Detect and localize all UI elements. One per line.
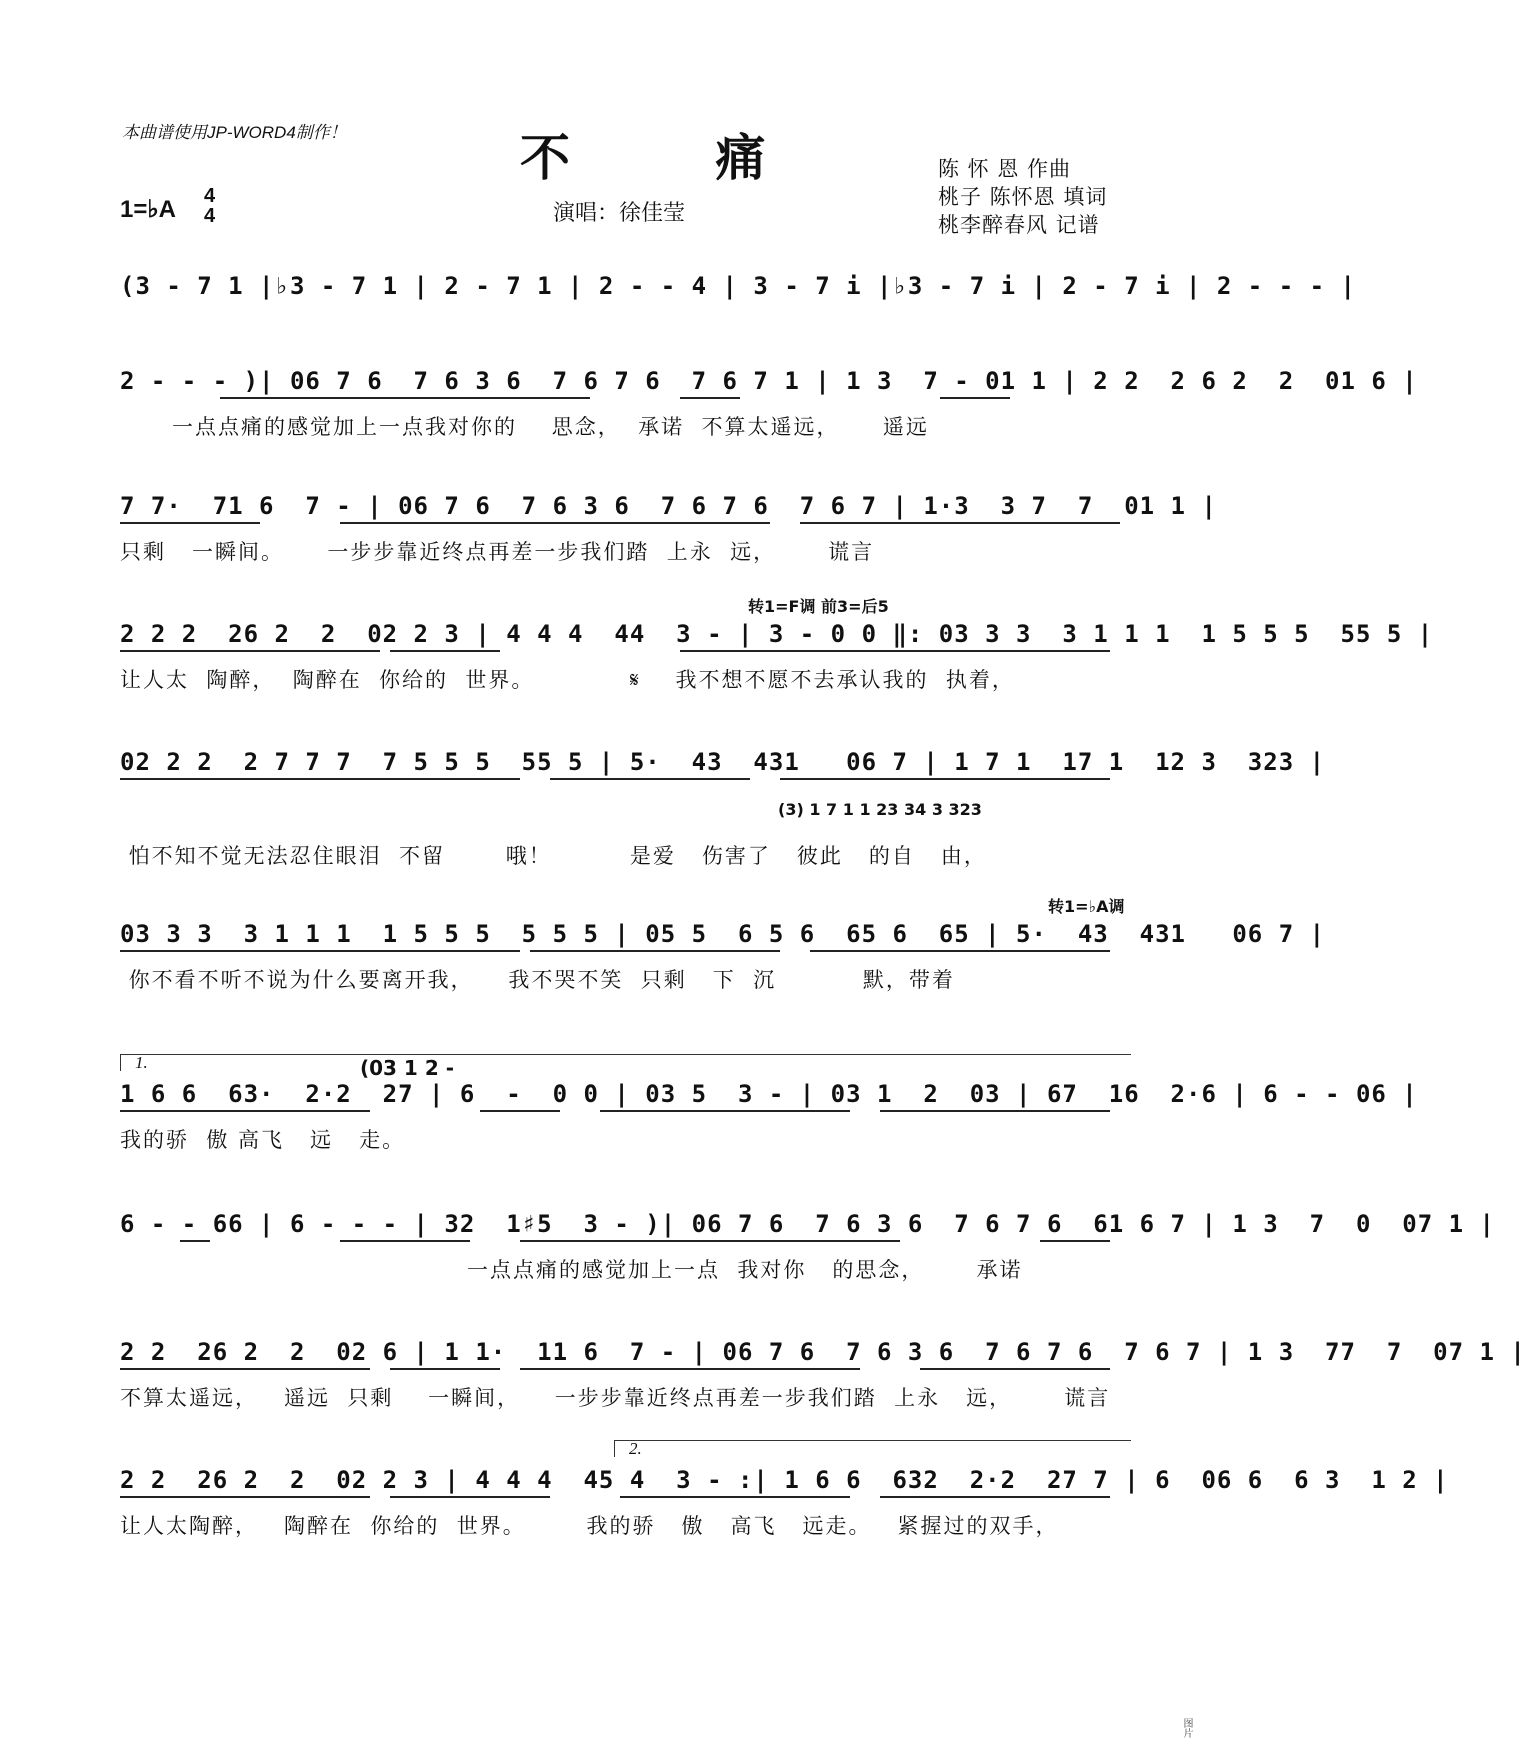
alternate-notation: (3) 1 7 1 1 23 34 3 323	[778, 800, 982, 819]
lyricist-credit: 桃子 陈怀恩 填词	[938, 185, 1108, 209]
time-signature-bottom: 4	[204, 205, 216, 227]
volta-2-label: 2.	[629, 1439, 642, 1458]
underline-beams	[120, 1240, 1130, 1252]
underline-beams	[120, 950, 1130, 962]
modulation-mark: 转1=F调 前3=后5	[748, 597, 889, 616]
time-signature-top: 4	[204, 185, 216, 207]
lyrics-line: 让人太 陶醉， 陶醉在 你给的 世界。 𝄋 我不想不愿不去承认我的 执着，	[120, 668, 1015, 692]
notation-line: 03 3 3 3 1 1 1 1 5 5 5 5 5 5 | 05 5 6 5 6 65 6 65 | 5· 43 431 06 7 |	[120, 920, 1326, 948]
watermark-text: 本曲谱使用JP-WORD4制作！	[122, 123, 347, 142]
key-signature: 1=♭A	[120, 196, 177, 223]
lyrics-line: 一点点痛的感觉加上一点我对你的 思念， 承诺 不算太遥远， 遥远	[120, 415, 929, 439]
notation-line: 2 2 26 2 2 02 2 3 | 4 4 4 45 4 3 - :| 1 6 6 632 2·2 27 7 | 6 06 6 6 3 1 2 |	[120, 1466, 1449, 1494]
underline-beams	[120, 1496, 1130, 1508]
lyrics-line: 我的骄 傲 高飞 远 走。	[120, 1128, 406, 1152]
time-signature	[204, 186, 215, 226]
lyrics-line: 不算太遥远， 遥远 只剩 一瞬间， 一步步靠近终点再差一步我们踏 上永 远， 谎言	[120, 1386, 1111, 1410]
underline-beams	[120, 778, 1130, 790]
notation-line: 2 2 26 2 2 02 6 | 1 1· 11 6 7 - | 06 7 6 7 6 3 6 7 6 7 6 7 6 7 | 1 3 77 7 07 1 |	[120, 1338, 1526, 1366]
underline-beams	[120, 397, 1130, 409]
lyrics-line: 一点点痛的感觉加上一点 我对你 的思念， 承诺	[120, 1258, 1023, 1282]
volta-1-label: 1.	[135, 1053, 148, 1072]
lyrics-line: 让人太陶醉， 陶醉在 你给的 世界。 我的骄 傲 高飞 远走。 紧握过的双手，	[120, 1514, 1059, 1538]
lyrics-line: 只剩 一瞬间。 一步步靠近终点再差一步我们踏 上永 远， 谎言	[120, 540, 875, 564]
notation-line: 7 7· 71 6 7 - | 06 7 6 7 6 3 6 7 6 7 6 7 6 7 | 1·3 3 7 7 01 1 |	[120, 492, 1217, 520]
composer-credit: 陈 怀 恩 作曲	[938, 157, 1072, 181]
volta-bracket-1	[120, 1054, 1131, 1071]
volta-bracket-2	[614, 1440, 1131, 1457]
notation-line: 2 - - - )| 06 7 6 7 6 3 6 7 6 7 6 7 6 7 1 | 1 3 7 - 01 1 | 2 2 2 6 2 2 01 6 |	[120, 367, 1418, 395]
lyrics-line: 你不看不听不说为什么要离开我， 我不哭不笑 只剩 下 沉 默，带着	[120, 968, 955, 992]
underline-beams	[120, 650, 1130, 662]
transcriber-credit: 桃李醉春风 记谱	[938, 213, 1100, 237]
notation-line: (3 - 7 1 |♭3 - 7 1 | 2 - 7 1 | 2 - - 4 | 3 - 7 i |♭3 - 7 i | 2 - 7 i | 2 - - - |	[120, 272, 1356, 300]
singer-credit: 演唱：徐佳莹	[553, 201, 686, 226]
footer-mark: 图片	[1181, 1718, 1192, 1738]
underline-beams	[120, 522, 1130, 534]
song-title: 不 痛	[520, 128, 830, 187]
modulation-mark: 转1=♭A调	[1048, 897, 1125, 916]
lyrics-line: 怕不知不觉无法忍住眼泪 不留 哦！ 是爱 伤害了 彼此 的自 由，	[120, 844, 987, 868]
notation-line: 1 6 6 63· 2·2 27 | 6 - 0 0 | 03 5 3 - | 03 1 2 03 | 67 16 2·6 | 6 - - 06 |	[120, 1080, 1418, 1108]
notation-line: 02 2 2 2 7 7 7 7 5 5 5 55 5 | 5· 43 431 06 7 | 1 7 1 17 1 12 3 323 |	[120, 748, 1326, 776]
underline-beams	[120, 1110, 1130, 1122]
notation-line: 2 2 2 26 2 2 02 2 3 | 4 4 4 44 3 - | 3 - 0 0 ‖: 03 3 3 3 1 1 1 1 5 5 5 55 5 |	[120, 620, 1434, 648]
notation-line: 6 - - 66 | 6 - - - | 32 1♯5 3 - )| 06 7 6 7 6 3 6 7 6 7 6 61 6 7 | 1 3 7 0 07 1 |	[120, 1210, 1495, 1238]
volta-alt-notation: (03 1 2 -	[360, 1056, 454, 1080]
underline-beams	[120, 1368, 1130, 1380]
